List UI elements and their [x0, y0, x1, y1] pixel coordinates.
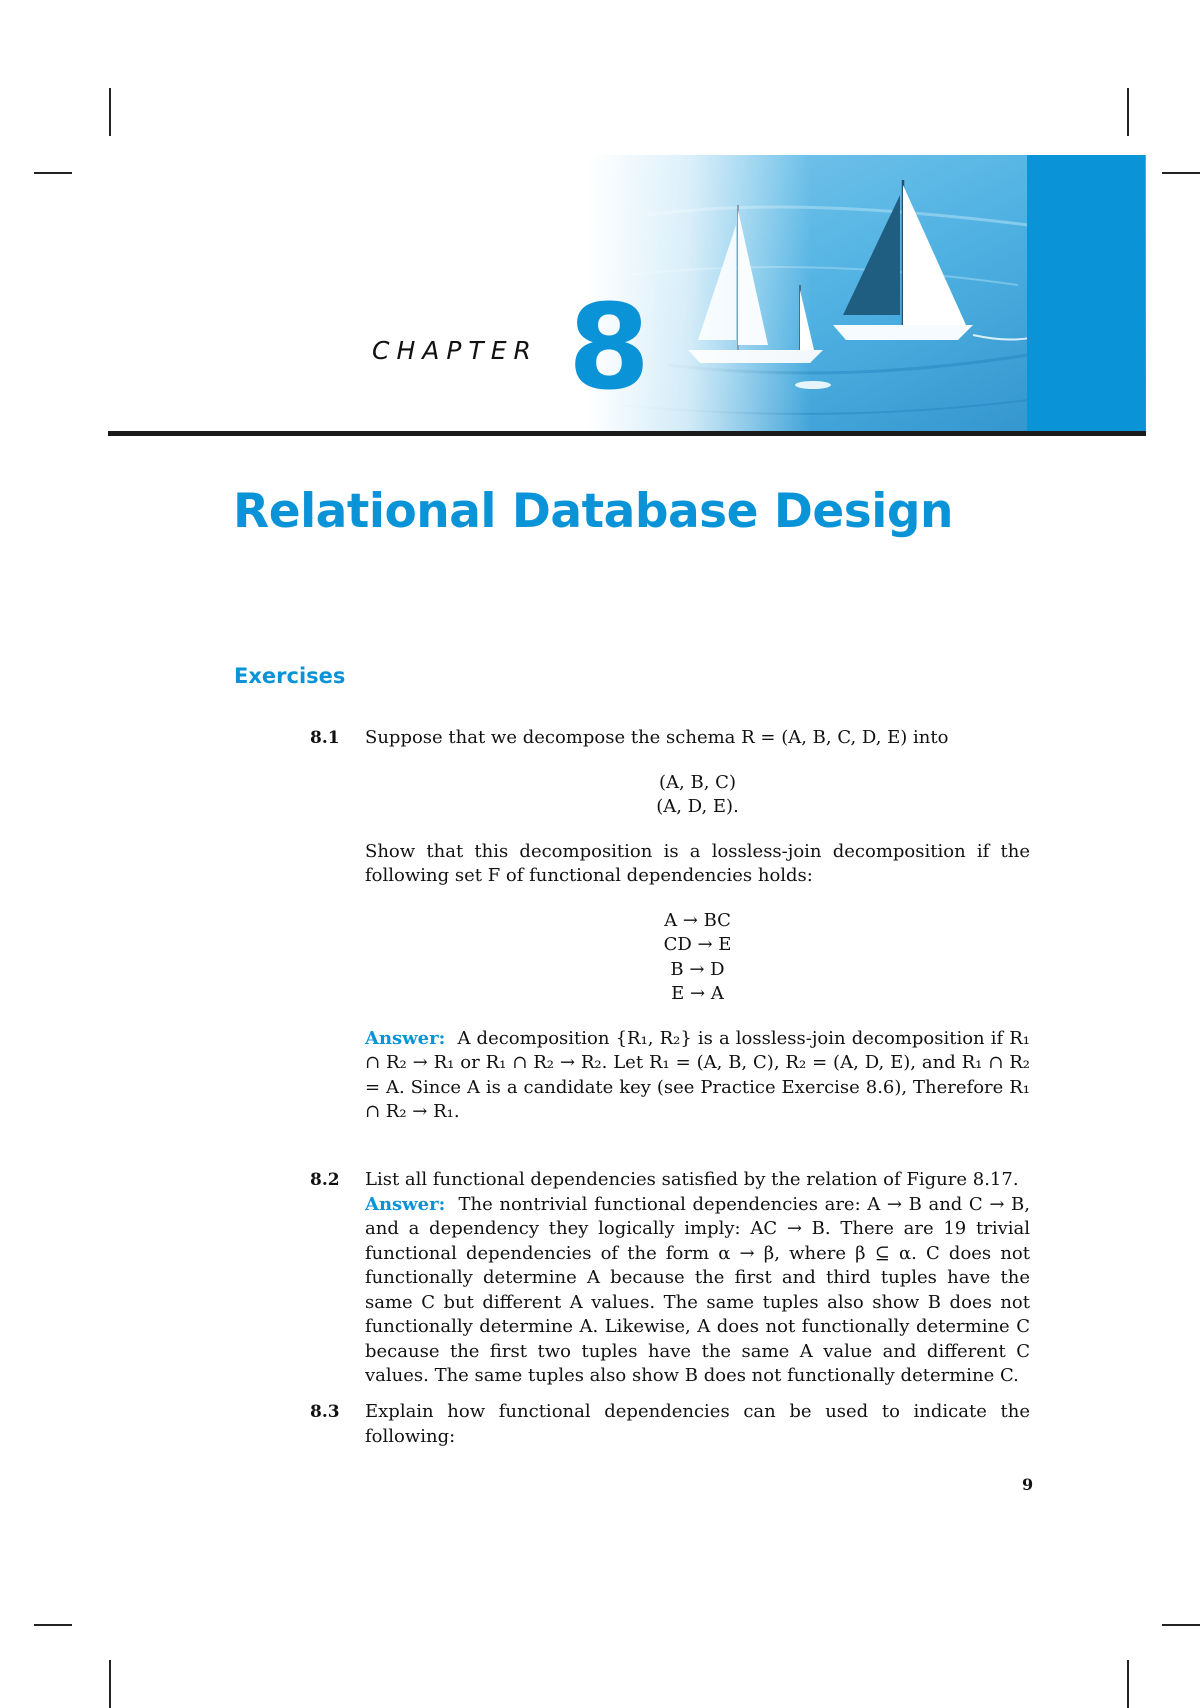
exercise-number: 8.1 [310, 728, 340, 748]
exercise-number: 8.3 [310, 1402, 340, 1422]
crop-mark-top-right-vertical [1127, 88, 1129, 136]
answer-text: A decomposition {R₁, R₂} is a lossless-join decomposition if R₁ ∩ R₂ → R₁ or R₁ ∩ R₂ → R₂. Let R₁ = (A, B, C), R₂ = (A, D, E), and R₁ ∩ R₂ = A. Since A is a candidate key (see Practice Exercise 8.6), Therefore R₁ ∩ R₂ → R₁. [365, 1027, 1030, 1122]
exercise-8-1 [310, 726, 1030, 1125]
answer-label: Answer: [365, 1193, 446, 1215]
exercise-answer [365, 1193, 1030, 1389]
dependency-line: CD → E [663, 934, 732, 955]
crop-mark-top-right-horizontal [1162, 172, 1200, 174]
chapter-label: CHAPTER [372, 336, 538, 365]
crop-mark-bottom-right-vertical [1127, 1660, 1129, 1708]
answer-text: The nontrivial functional dependencies are: A → B and C → B, and a dependency they logically imply: AC → B. There are 19 trivial functional dependencies of the form α → β, where β ⊆ α. C does not functionally determine A because the first and third tuples have the same C but different A values. The same tuples also show B does not functionally determine A. Likewise, A does not functionally determine C because the first two tuples have the same A value and different C values. The same tuples also show B does not functionally determine C. [365, 1193, 1030, 1386]
dependency-line: B → D [670, 958, 725, 980]
answer-label: Answer: [365, 1027, 446, 1049]
section-heading: Exercises [234, 664, 346, 688]
decomposition-line: (A, D, E). [656, 796, 739, 817]
crop-mark-top-left-vertical [109, 88, 111, 136]
exercise-answer [365, 1027, 1030, 1125]
crop-mark-bottom-left-vertical [109, 1660, 111, 1708]
chapter-header-rule [108, 431, 1146, 436]
exercise-question-continued: Show that this decomposition is a lossless-join decomposition if the following set F of functional dependencies holds: [365, 840, 1030, 886]
decomposition-line: (A, B, C) [659, 771, 736, 793]
chapter-title: Relational Database Design [233, 484, 953, 539]
exercise-question: Explain how functional dependencies can be used to indicate the following: [365, 1401, 1030, 1447]
exercise-question: List all functional dependencies satisfied by the relation of Figure 8.17. [365, 1169, 1019, 1190]
crop-mark-bottom-right-horizontal [1162, 1624, 1200, 1626]
exercise-8-2 [310, 1168, 1030, 1389]
chapter-number: 8 [568, 278, 651, 416]
dependency-line: E → A [671, 983, 724, 1004]
exercise-question: Suppose that we decompose the schema R = (A, B, C, D, E) into [365, 727, 949, 748]
dependency-line: A → BC [664, 909, 731, 931]
chapter-color-tab [1027, 155, 1145, 432]
page-number: 9 [1022, 1475, 1034, 1494]
crop-mark-top-left-horizontal [34, 172, 72, 174]
exercise-number: 8.2 [310, 1170, 340, 1190]
crop-mark-bottom-left-horizontal [34, 1624, 72, 1626]
exercise-8-3 [310, 1400, 1030, 1449]
